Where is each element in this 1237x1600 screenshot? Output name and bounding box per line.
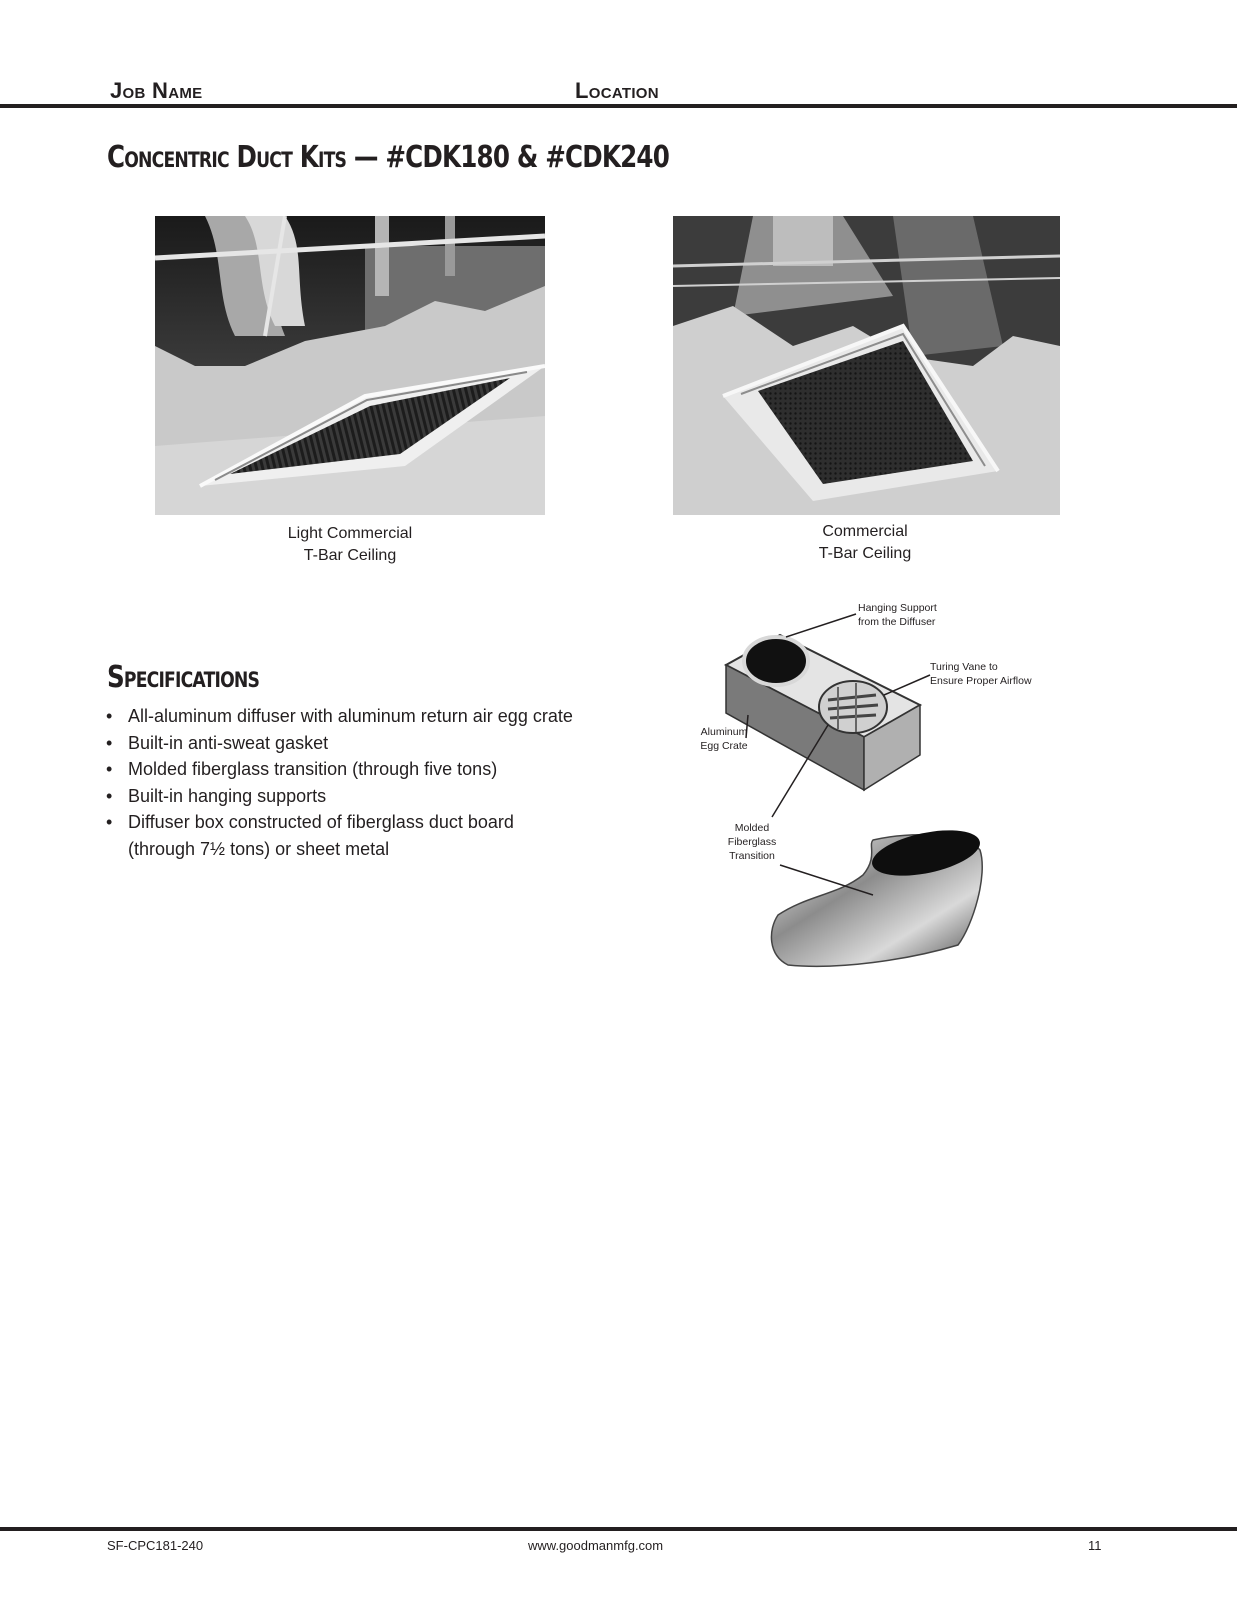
callout-line: Transition bbox=[729, 850, 775, 862]
list-item bbox=[104, 809, 624, 836]
spec-text: All-aluminum diffuser with aluminum return air egg crate bbox=[128, 706, 573, 726]
caption-line: T-Bar Ceiling bbox=[818, 545, 912, 562]
website-link[interactable]: www.goodmanmfg.com bbox=[528, 1538, 664, 1553]
spec-text: Molded fiberglass transition (through five tons) bbox=[128, 759, 498, 779]
list-item bbox=[104, 783, 624, 810]
location-label: Location bbox=[575, 78, 659, 103]
caption-line: Commercial bbox=[822, 523, 908, 540]
duct-kit-diagram bbox=[688, 595, 1038, 990]
bullet: • bbox=[106, 785, 113, 806]
hanging-support-leader bbox=[786, 614, 856, 637]
spec-text: (through 7½ tons) or sheet metal bbox=[128, 838, 390, 859]
transition-callout bbox=[717, 821, 787, 863]
list-item bbox=[104, 756, 624, 783]
list-item-continuation bbox=[104, 836, 624, 863]
commercial-photo bbox=[673, 216, 1060, 515]
callout-line: Fiberglass bbox=[727, 836, 777, 848]
caption-line: T-Bar Ceiling bbox=[303, 547, 397, 564]
page-title bbox=[107, 140, 669, 175]
page-number: 11 bbox=[1088, 1538, 1102, 1553]
list-item bbox=[104, 703, 624, 730]
spec-text: Diffuser box constructed of fiberglass duct board bbox=[128, 812, 514, 832]
commercial-caption bbox=[765, 521, 965, 565]
commercial-illustration bbox=[673, 216, 1060, 515]
callout-line: Egg Crate bbox=[700, 740, 748, 752]
specifications-heading: Specifications bbox=[107, 660, 260, 695]
list-item bbox=[104, 730, 624, 757]
callout-line: Ensure Proper Airflow bbox=[930, 675, 1032, 687]
callout-line: Aluminum bbox=[700, 726, 748, 738]
bullet: • bbox=[106, 759, 113, 779]
hanging-support-callout bbox=[858, 601, 937, 629]
turning-vane-leader bbox=[884, 675, 930, 695]
bullet: • bbox=[106, 706, 113, 726]
title-product: Concentric Duct Kits bbox=[107, 140, 347, 175]
light-commercial-illustration bbox=[155, 216, 545, 515]
callout-line: Molded bbox=[734, 822, 770, 834]
callout-line: from the Diffuser bbox=[858, 616, 936, 628]
header-rule bbox=[0, 104, 1237, 108]
title-models: #CDK180 & #CDK240 bbox=[385, 140, 670, 175]
footer-rule bbox=[0, 1527, 1237, 1531]
spec-text: Built-in hanging supports bbox=[128, 785, 327, 806]
callout-line: Turing Vane to bbox=[930, 661, 998, 673]
specifications-list bbox=[104, 703, 624, 862]
light-commercial-caption bbox=[250, 523, 450, 567]
turning-vane-callout bbox=[930, 660, 1032, 688]
title-separator: — bbox=[353, 140, 378, 175]
spec-text: Built-in anti-sweat gasket bbox=[128, 732, 329, 753]
bullet: • bbox=[106, 732, 113, 753]
bullet: • bbox=[106, 812, 113, 832]
light-commercial-photo bbox=[155, 216, 545, 515]
job-name-label: Job Name bbox=[110, 78, 203, 103]
callout-line: Hanging Support bbox=[858, 602, 937, 614]
egg-crate-callout bbox=[690, 725, 758, 753]
duct-kit-illustration bbox=[688, 595, 1038, 990]
doc-code: SF-CPC181-240 bbox=[107, 1538, 204, 1553]
caption-line: Light Commercial bbox=[287, 525, 413, 542]
